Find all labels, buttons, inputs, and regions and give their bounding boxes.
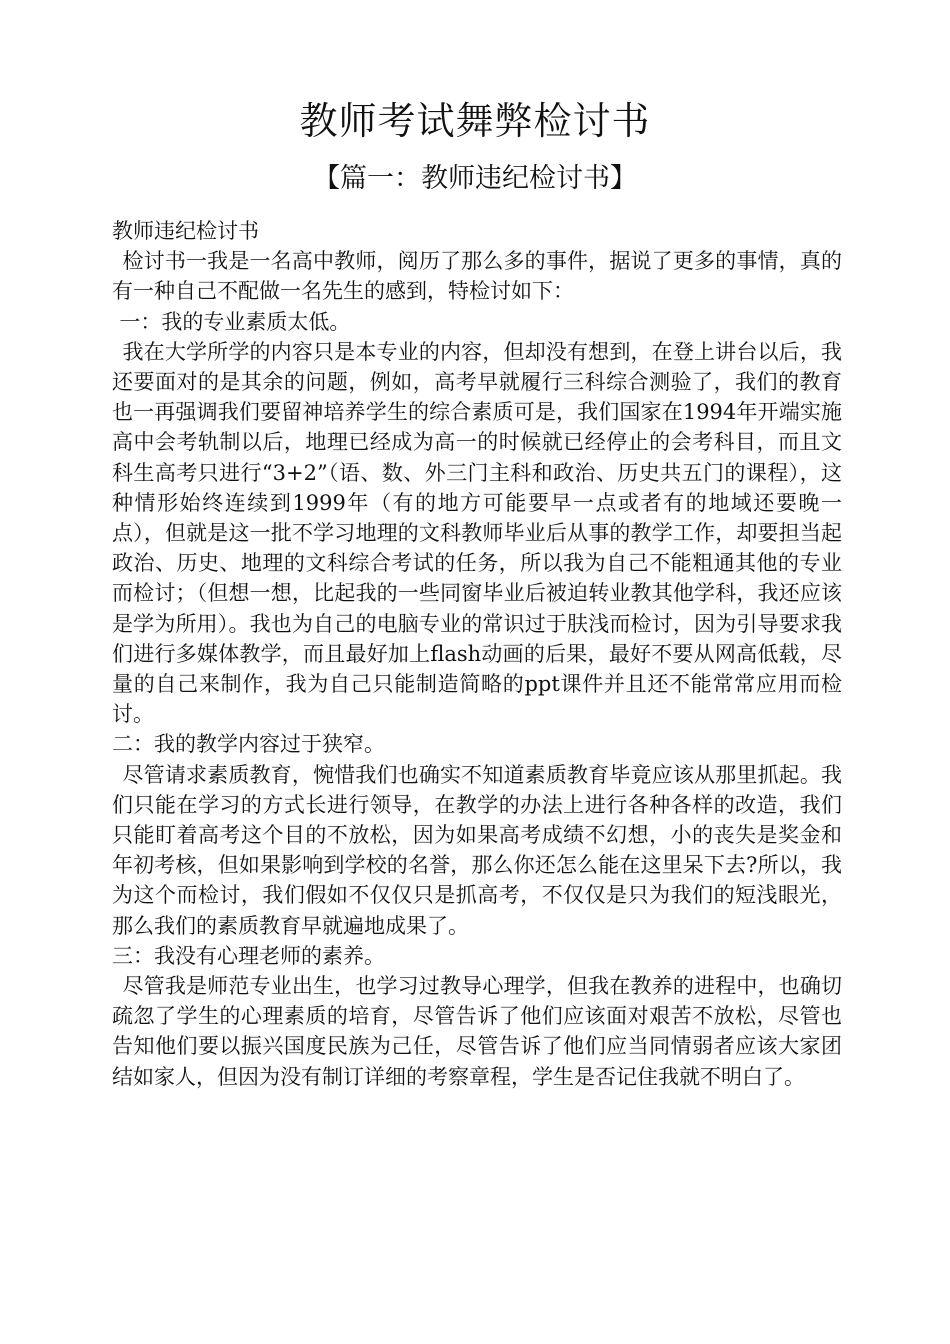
section-heading: 【篇一：教师违纪检讨书】: [313, 163, 637, 194]
point-heading-3: 三：我没有心理老师的素养。: [112, 943, 385, 968]
body-paragraph: 检讨书一我是一名高中教师，阅历了那么多的事件，据说了更多的事情，真的有一种自己不配做一名先生的感到，特检讨如下：: [112, 249, 842, 304]
body-paragraph: 尽管请求素质教育，惋惜我们也确实不知道素质教育毕竟应该从那里抓起。我们只能在学习的方式长进行领导，在教学的办法上进行各种各样的改造，我们只能盯着高考这个目的不放松，因为如果高考成绩不幻想，小的丧失是奖金和年初考核，但如果影响到学校的名誉，那么你还怎么能在这里呆下去?所以，我为这个而检讨，我们假如不仅仅只是抓高考，不仅仅是只为我们的短浅眼光，那么我们的素质教育早就遍地成果了。: [112, 762, 842, 938]
document-body: [112, 216, 842, 1092]
body-paragraph: 尽管我是师范专业出生，也学习过教导心理学，但我在教养的进程中，也确切疏忽了学生的心理素质的培育，尽管告诉了他们应该面对艰苦不放松，尽管也告知他们要以振兴国度民族为己任，尽管告诉了他们应当同情弱者应该大家团结如家人，但因为没有制订详细的考察章程，学生是否记住我就不明白了。: [112, 974, 842, 1089]
point-heading-2: 二：我的教学内容过于狭窄。: [112, 732, 385, 757]
body-heading: 教师违纪检讨书: [112, 219, 259, 243]
point-heading-1: 一：我的专业素质太低。: [119, 309, 351, 334]
document-title: 教师考试舞弊检讨书: [299, 99, 651, 143]
body-paragraph: 我在大学所学的内容只是本专业的内容，但却没有想到，在登上讲台以后，我还要面对的是其余的问题，例如，高考早就履行三科综合测验了，我们的教育也一再强调我们要留神培养学生的综合素质可是，我们国家在1994年开端实施高中会考轨制以后，地理已经成为高一的时候就已经停止的会考科目，而且文科生高考只进行“3+2”（语、数、外三门主科和政治、历史共五门的课程），这种情形始终连续到1999年（有的地方可能要早一点或者有的地域还要晚一点），但就是这一批不学习地理的文科教师毕业后从事的教学工作，却要担当起政治、历史、地理的文科综合考试的任务，所以我为自己不能粗通其他的专业而检讨；（但想一想，比起我的一些同窗毕业后被迫转业教其他学科，我还应该是学为所用）。我也为自己的电脑专业的常识过于肤浅而检讨，因为引导要求我们进行多媒体教学，而且最好加上flash动画的后果，最好不要从网高低载，尽量的自己来制作，我为自己只能制造简略的ppt课件并且还不能常常应用而检讨。: [112, 339, 842, 727]
